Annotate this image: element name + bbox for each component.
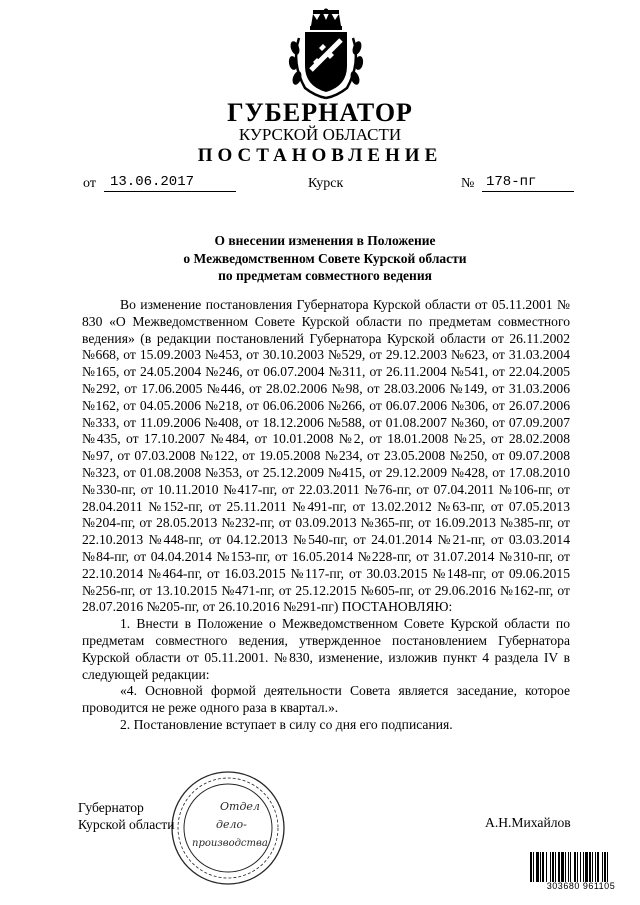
barcode-bar — [574, 852, 576, 882]
barcode-bar — [558, 852, 560, 882]
barcode-bar — [602, 852, 603, 882]
document-number: 178-пг — [482, 174, 574, 192]
barcode-bar — [536, 852, 539, 882]
office-stamp — [168, 768, 288, 888]
region-title: КУРСКОЙ ОБЛАСТИ — [238, 125, 402, 144]
barcode-bar — [540, 852, 541, 882]
barcode-bar — [565, 852, 566, 882]
city-label: Курск — [308, 176, 344, 191]
barcode-bar — [595, 852, 596, 882]
signer-title — [78, 799, 175, 833]
document-type: ПОСТАНОВЛЕНИЕ — [197, 145, 443, 166]
barcode-bar — [530, 852, 532, 882]
barcode-bar — [533, 852, 534, 882]
barcode-bar — [597, 852, 599, 882]
item-2-paragraph: 2. Постановление вступает в силу со дня его подписания. — [120, 716, 453, 732]
stamp-line: Отдел — [220, 800, 260, 813]
barcode — [529, 852, 633, 882]
barcode-bar — [604, 852, 606, 882]
item-1-paragraph: 1. Внести в Положение о Межведомственном Совете Курской области по предметам совместного ведения, утвержденное постановлением Губернатора Курской области от 05.11.2001. №830, изменение, изложив пункт 4 раздела IV в следующей редакции: — [82, 616, 570, 682]
barcode-bar — [561, 852, 564, 882]
barcode-bar — [550, 852, 551, 882]
subject-line: по предметам совместного ведения — [218, 268, 432, 283]
barcode-bar — [592, 852, 593, 882]
barcode-bar — [583, 852, 584, 882]
barcode-bar — [585, 852, 588, 882]
coat-of-arms-icon — [285, 8, 367, 100]
signer-title-line: Курской области — [78, 817, 175, 832]
barcode-bar — [552, 852, 554, 882]
barcode-bar — [607, 852, 608, 882]
date-label: от — [83, 176, 96, 191]
barcode-bar — [568, 852, 569, 882]
document-body — [82, 297, 570, 734]
stamp-line: дело- — [216, 818, 247, 831]
intro-paragraph: Во изменение постановления Губернатора Курской области от 05.11.2001 № 830 «О Межведомственном Совете Курской области по предметам совместного ведения» (в редакции постановлений Губернатора Курской области от 26.11.2002 №668, от 15.09.2003 №453, от 30.10.2003 №529, от 29.12.2003 №623, от 31.03.2004 №165, от 24.05.2004 №246, от 06.07.2004 №311, от 26.11.2004 №541, от 22.04.2005 №292, от 17.06.2005 №446, от 28.02.2006 №98, от 28.03.2006 №149, от 31.03.2006 №162, от 04.05.2006 №218, от 06.06.2006 №266, от 06.07.2006 №306, от 26.07.2006 №333, от 11.09.2006 №408, от 18.12.2006 №588, от 01.08.2007 №360, от 07.09.2007 №435, от 17.10.2007 №484, от 10.01.2008 №2, от 18.01.2008 №25, от 28.02.2008 №97, от 07.03.2008 №122, от 19.05.2008 №234, от 23.05.2008 №250, от 09.07.2008 №323, от 01.08.2008 №353, от 25.12.2009 №415, от 29.12.2009 №428, от 17.08.2010 №330-пг, от 10.11.2010 №417-пг, от 22.03.2011 №76-пг, от 07.04.2011 №106-пг, от 28.04.2011 №152-пг, от 25.11.2011 №491-пг, от 13.02.2012 №63-пг, от 07.05.2013 №204-пг, от 28.05.2013 №232-пг, от 03.09.2013 №365-пг, от 16.09.2013 №385-пг, от 22.10.2013 №448-пг, от 04.12.2013 №540-пг, от 24.01.2014 №21-пг, от 03.03.2014 №84-пг, от 04.04.2014 №153-пг, от 16.05.2014 №228-пг, от 31.07.2014 №310-пг, от 22.10.2014 №464-пг, от 16.03.2015 №117-пг, от 30.03.2015 №148-пг, от 09.06.2015 №256-пг, от 13.10.2015 №471-пг, от 25.12.2015 №605-пг, от 29.06.2016 №162-пг, от 28.07.2016 №205-пг, от 26.10.2016 №291-пг) ПОСТАНОВЛЯЮ: — [82, 297, 570, 615]
barcode-bar — [542, 852, 544, 882]
stamp-line: производства — [192, 838, 268, 849]
document-date: 13.06.2017 — [104, 174, 236, 192]
barcode-number: 303680 961105 — [546, 881, 616, 891]
quoted-paragraph: «4. Основной формой деятельности Совета является заседание, которое проводится не реже одного раза в квартал.». — [82, 683, 570, 716]
signer-title-line: Губернатор — [78, 800, 144, 815]
barcode-bar — [555, 852, 556, 882]
barcode-bar — [589, 852, 591, 882]
subject-line: О внесении изменения в Положение — [214, 233, 436, 248]
barcode-bar — [546, 852, 547, 882]
page-title: ГУБЕРНАТОР — [227, 98, 413, 127]
document-subject — [120, 232, 530, 285]
barcode-bar — [570, 852, 571, 882]
barcode-bar — [577, 852, 578, 882]
subject-line: о Межведомственном Совете Курской области — [183, 250, 467, 266]
signer-name: А.Н.Михайлов — [485, 815, 571, 830]
number-label: № — [461, 176, 475, 191]
barcode-bar — [580, 852, 581, 882]
